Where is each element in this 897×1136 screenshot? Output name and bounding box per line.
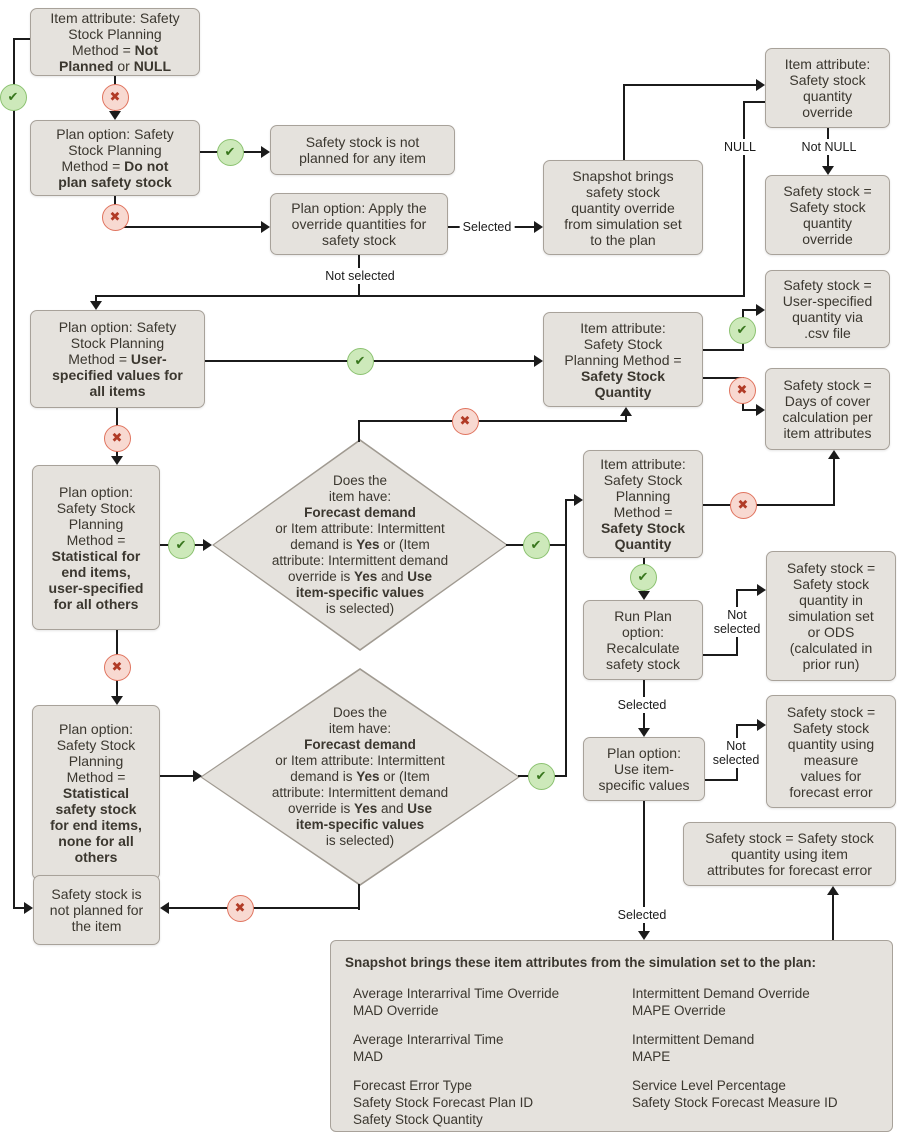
arrowhead [638, 931, 650, 940]
attribute-item: Service Level Percentage [632, 1078, 786, 1093]
node-text-line: none for all [58, 832, 134, 849]
connector-line [703, 349, 744, 351]
node-text-line: Safety stock = [786, 560, 876, 576]
diamond-text [200, 668, 520, 886]
no-badge [102, 84, 129, 111]
node-text-line: .csv file [804, 325, 851, 341]
diamond-text-line: or Item attribute: Intermittent [275, 753, 445, 768]
diamond-text-line: attribute: Intermittent demand [271, 785, 449, 800]
diamond-text-line: item have: [328, 721, 392, 736]
node-text-line: Snapshot brings [572, 167, 674, 184]
node-text-line: Safety Stock [56, 499, 136, 516]
node-text-line: Plan option: Safety [56, 126, 174, 142]
attribute-item: MAPE Override [632, 1003, 726, 1018]
arrowhead [160, 902, 169, 914]
connector-line [623, 86, 625, 160]
diamond-text [212, 439, 508, 651]
diamond-text-line: item-specific values [295, 585, 425, 600]
attribute-item: Safety Stock Quantity [353, 1112, 483, 1127]
node-text-line: Safety Stock [603, 472, 683, 488]
node-text-line: for all others [53, 595, 139, 612]
node-text-line: simulation set [788, 608, 874, 624]
check-icon: ✔ [354, 353, 366, 369]
attributes-group [353, 985, 632, 1019]
no-badge [104, 425, 131, 452]
ss-not-planned-item [33, 875, 160, 945]
arrowhead [757, 584, 766, 596]
node-text-line: (calculated in [789, 640, 873, 656]
snapshot-attributes-title: Snapshot brings these item attributes from the simulation set to the plan: [345, 955, 817, 970]
ss-eq-days-of-cover [765, 368, 890, 450]
node-text-line: end items, [61, 563, 131, 580]
arrowhead [756, 79, 765, 91]
node-text-line: for end items, [50, 816, 142, 833]
ss-not-planned-any-item [270, 125, 455, 175]
label-null [721, 139, 759, 155]
node-text-line: Statistical for [51, 547, 141, 564]
attribute-item: MAD [353, 1049, 383, 1064]
node-text-line: item attributes [783, 425, 872, 441]
node-text-line: quantity using item [731, 846, 848, 862]
node-text-line: quantity in [799, 592, 863, 608]
node-text-line: Safety stock is not [305, 134, 420, 150]
node-text-line: Plan option: [59, 720, 133, 737]
item-attr-qty-override [765, 48, 890, 128]
ss-eq-qty-override [765, 175, 890, 255]
node-text-line: Planning [615, 488, 671, 504]
snapshot-attributes-columns [345, 985, 878, 1136]
node-text-line: safety stock [55, 800, 137, 817]
cross-icon: ✖ [109, 89, 121, 105]
attribute-item: MAPE [632, 1049, 671, 1064]
node-text-line: or ODS [807, 624, 855, 640]
no-badge [729, 377, 756, 404]
edge-label-line: Selected [617, 698, 667, 712]
node-text-line: override [802, 104, 853, 120]
diamond-text-line: or Item attribute: Intermittent [275, 521, 445, 536]
node-text-line: Statistical [62, 784, 130, 801]
node-text-line: prior run) [802, 656, 860, 672]
node-text-line: Planning [68, 752, 124, 769]
node-text-line: Safety stock is [51, 886, 142, 902]
attribute-item: Safety Stock Forecast Measure ID [632, 1095, 838, 1110]
edge-label-line: selected [713, 622, 761, 636]
diamond-text-line: item have: [328, 489, 392, 504]
node-text-line: specific values [598, 777, 690, 793]
node-text-line: quantity [802, 215, 853, 231]
arrowhead [261, 146, 270, 158]
cross-icon: ✖ [111, 430, 123, 446]
attribute-item: Safety Stock Forecast Plan ID [353, 1095, 534, 1110]
edge-label-line: Not NULL [801, 140, 857, 154]
node-text-line: Method = [66, 531, 126, 548]
node-text-line: safety stock [322, 232, 396, 248]
connector-line [95, 295, 744, 297]
no-badge [452, 408, 479, 435]
diamond-text-line: Does the [332, 705, 388, 720]
node-text-line: specified values for [52, 367, 183, 383]
attributes-column [632, 985, 838, 1136]
arrowhead [203, 539, 212, 551]
node-text-line: Method = [613, 504, 673, 520]
plan-do-not-plan [30, 120, 200, 196]
cross-icon: ✖ [234, 900, 246, 916]
yes-badge [0, 84, 27, 111]
node-text-line: Plan option: Safety [58, 319, 177, 335]
arrowhead [620, 407, 632, 416]
cross-icon: ✖ [109, 209, 121, 225]
connector-line [358, 420, 626, 422]
attributes-group [353, 1031, 632, 1065]
node-text-line: quantity [802, 88, 853, 104]
node-text-line: Method = Not [72, 42, 158, 58]
arrowhead [638, 728, 650, 737]
snapshot-brings-override [543, 160, 703, 255]
diamond-text-line: Forecast demand [304, 737, 416, 752]
node-text-line: override [802, 231, 853, 247]
edge-label-line: Not [727, 608, 747, 622]
diamond-text-line: is selected) [325, 833, 395, 848]
arrowhead [193, 770, 202, 782]
arrowhead [111, 696, 123, 705]
node-text-line: override quantities for [291, 216, 427, 232]
attributes-group [353, 1077, 632, 1128]
decision-forecast-demand-1 [212, 439, 508, 651]
connector-line [114, 226, 262, 228]
node-text-line: Method = User- [68, 351, 167, 367]
node-text-line: quantity via [792, 309, 863, 325]
plan-statistical-end-items [32, 465, 160, 630]
connector-line [565, 499, 567, 777]
edge-label-line: Selected [617, 908, 667, 922]
node-text-line: Safety stock = [783, 377, 872, 393]
node-text-line: from simulation set [564, 215, 682, 232]
plan-statistical-none [32, 705, 160, 880]
attribute-item: MAD Override [353, 1003, 439, 1018]
node-text-line: Planning [68, 515, 124, 532]
arrowhead [638, 591, 650, 600]
diamond-text-line: Forecast demand [304, 505, 416, 520]
node-text-line: User-specified [782, 293, 873, 309]
attributes-group [632, 1077, 838, 1111]
node-text-line: Plan option: Apply the [291, 200, 427, 216]
node-text-line: Planning Method = [564, 351, 682, 368]
connector-line [833, 458, 835, 506]
node-text-line: Safety stock [792, 719, 870, 736]
node-text-line: the item [71, 918, 122, 934]
diamond-text-line: Does the [332, 473, 388, 488]
arrowhead [534, 221, 543, 233]
node-text-line: Safety stock = Safety stock [705, 830, 874, 846]
node-text-line: values for [800, 767, 862, 784]
connector-line [160, 775, 196, 777]
node-text-line: Safety Stock [580, 367, 666, 384]
ss-eq-measure-values [766, 695, 896, 808]
attribute-item: Average Interarrival Time [353, 1032, 504, 1047]
connector-line [13, 38, 15, 909]
check-icon: ✔ [637, 569, 649, 585]
yes-badge [347, 348, 374, 375]
node-text-line: Stock Planning [68, 26, 162, 42]
arrowhead [822, 166, 834, 175]
label-not-selected-item-specific [710, 738, 763, 768]
node-text-line: Safety stock [789, 199, 866, 215]
yes-badge [630, 564, 657, 591]
edge-label-line: Not selected [325, 269, 395, 283]
attribute-item: Forecast Error Type [353, 1078, 473, 1093]
arrowhead [261, 221, 270, 233]
label-not-selected-override [322, 268, 397, 284]
label-not-selected-recalc [711, 607, 764, 637]
node-text-line: Item attribute: [784, 56, 871, 72]
arrowhead [756, 404, 765, 416]
diamond-text-line: override is Yes and Use [287, 569, 433, 584]
no-badge [102, 204, 129, 231]
node-text-line: user-specified [48, 579, 144, 596]
arrowhead [757, 719, 766, 731]
ss-eq-user-csv [765, 270, 890, 348]
arrowhead [109, 111, 121, 120]
node-text-line: Safety stock = [783, 183, 872, 199]
ss-eq-sim-set-ods [766, 551, 896, 681]
diamond-text-line: attribute: Intermittent demand [271, 553, 449, 568]
node-text-line: Days of cover [784, 393, 871, 409]
cross-icon: ✖ [736, 382, 748, 398]
check-icon: ✔ [530, 537, 542, 553]
connector-line [13, 38, 30, 40]
connector-line [703, 504, 835, 506]
node-text-line: Item attribute: [600, 456, 686, 472]
connector-line [705, 779, 738, 781]
connector-line [743, 101, 765, 103]
arrowhead [574, 494, 583, 506]
arrowhead [827, 886, 839, 895]
edge-label-line: Selected [462, 220, 512, 234]
node-text-line: Use item- [614, 761, 674, 777]
node-text-line: plan safety stock [58, 174, 172, 190]
arrowhead [90, 301, 102, 310]
run-plan-recalculate [583, 600, 703, 680]
connector-line [703, 654, 738, 656]
check-icon: ✔ [224, 144, 236, 160]
node-text-line: Safety stock [789, 72, 866, 88]
node-text-line: quantity override [571, 199, 675, 216]
node-text-line: Plan option: [607, 745, 681, 761]
node-text-line: Method = Do not [61, 158, 169, 174]
node-text-line: quantity using [787, 735, 875, 752]
plan-user-specified [30, 310, 205, 408]
attributes-group [632, 985, 838, 1019]
check-icon: ✔ [7, 89, 19, 105]
item-attr-ssq-1 [543, 312, 703, 407]
node-text-line: Quantity [614, 536, 672, 552]
node-text-line: planned for any item [299, 150, 426, 166]
plan-apply-override [270, 193, 448, 255]
connector-line [743, 101, 745, 297]
edge-label-line: Not [726, 739, 746, 753]
diamond-text-line: is selected) [325, 601, 395, 616]
diamond-text-line: override is Yes and Use [287, 801, 433, 816]
node-text-line: Safety Stock [56, 736, 136, 753]
yes-badge [217, 139, 244, 166]
diamond-text-line: demand is Yes or (Item [290, 769, 430, 784]
item-attr-ssq-2 [583, 450, 703, 558]
node-text-line: Item attribute: [580, 319, 666, 336]
ss-eq-item-attrs-error [683, 822, 896, 886]
diamond-text-line: demand is Yes or (Item [290, 537, 430, 552]
snapshot-item-attributes [330, 940, 893, 1132]
no-badge [227, 895, 254, 922]
node-text-line: all items [89, 383, 146, 399]
node-text-line: Safety Stock [600, 520, 686, 536]
yes-badge [528, 763, 555, 790]
connector-line [736, 724, 759, 726]
label-selected-override [460, 219, 515, 235]
connector-line [832, 890, 834, 940]
no-badge [104, 654, 131, 681]
node-text-line: attributes for forecast error [707, 862, 872, 878]
node-text-line: Item attribute: Safety [50, 10, 180, 26]
node-text-line: safety stock [586, 183, 660, 200]
yes-badge [523, 532, 550, 559]
plan-use-item-specific [583, 737, 705, 801]
node-text-line: forecast error [789, 783, 873, 800]
connector-line [168, 907, 360, 909]
arrowhead [828, 450, 840, 459]
node-text-line: Method = [66, 768, 126, 785]
attributes-group [632, 1031, 838, 1065]
node-text-line: not planned for [49, 902, 144, 918]
cross-icon: ✖ [737, 497, 749, 513]
node-text-line: Safety stock = [786, 703, 876, 720]
decision-forecast-demand-2 [200, 668, 520, 886]
cross-icon: ✖ [459, 413, 471, 429]
arrowhead [24, 902, 33, 914]
node-text-line: Quantity [594, 383, 652, 400]
arrowhead [111, 456, 123, 465]
check-icon: ✔ [535, 768, 547, 784]
connector-line [358, 420, 360, 442]
node-text-line: Plan option: [59, 483, 133, 500]
node-text-line: safety stock [606, 656, 680, 672]
connector-line [736, 589, 759, 591]
yes-badge [729, 317, 756, 344]
cross-icon: ✖ [111, 659, 123, 675]
node-text-line: Planned or NULL [58, 58, 172, 74]
node-text-line: option: [621, 624, 665, 640]
connector-line [623, 84, 757, 86]
diamond-text-line: item-specific values [295, 817, 425, 832]
label-not-null [799, 139, 860, 155]
arrowhead [756, 304, 765, 316]
attribute-item: Intermittent Demand [632, 1032, 755, 1047]
yes-badge [168, 532, 195, 559]
attributes-column [345, 985, 632, 1136]
arrowhead [534, 355, 543, 367]
edge-label-line: selected [712, 753, 760, 767]
attribute-item: Intermittent Demand Override [632, 986, 810, 1001]
node-text-line: others [74, 848, 118, 865]
node-text-line: Stock Planning [68, 142, 162, 158]
edge-label-line: NULL [724, 140, 756, 154]
check-icon: ✔ [175, 537, 187, 553]
label-selected-recalc [615, 697, 670, 713]
node-text-line: Stock Planning [70, 335, 165, 351]
node-text-line: calculation per [782, 409, 873, 425]
node-text-line: Safety Stock [583, 335, 663, 352]
label-selected-item-specific [615, 907, 670, 923]
node-text-line: measure [803, 751, 859, 768]
no-badge [730, 492, 757, 519]
node-text-line: Safety stock [792, 576, 870, 592]
item-attr-not-planned [30, 8, 200, 76]
check-icon: ✔ [736, 322, 748, 338]
attribute-item: Average Interarrival Time Override [353, 986, 560, 1001]
node-text-line: Safety stock = [783, 277, 872, 293]
node-text-line: to the plan [590, 231, 656, 248]
node-text-line: Recalculate [606, 640, 680, 656]
node-text-line: Run Plan [614, 608, 672, 624]
